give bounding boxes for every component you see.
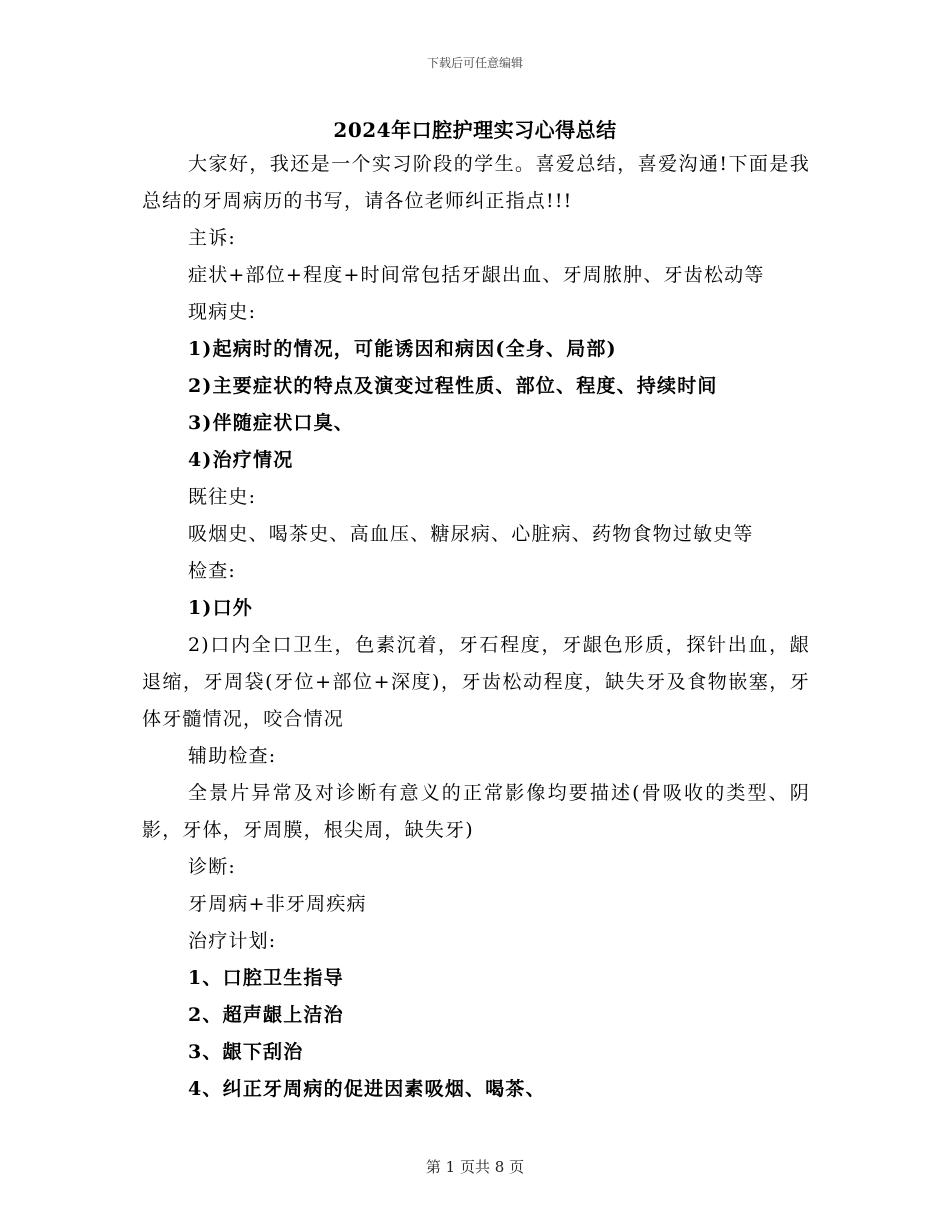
paragraph: 检查: [188, 560, 237, 582]
paragraph: 2)口内全口卫生，色素沉着，牙石程度，牙龈色形质，探针出血，龈退缩，牙周袋(牙位+部位+深度)，牙齿松动程度，缺失牙及食物嵌塞，牙体牙髓情况，咬合情况 [142, 634, 810, 730]
paragraph-bold: 1)起病时的情况，可能诱因和病因(全身、局部) [188, 338, 617, 360]
paragraph-bold: 4)治疗情况 [188, 449, 294, 471]
document-body [142, 146, 810, 1108]
paragraph-bold: 1)口外 [188, 597, 254, 619]
paragraph-bold: 3、龈下刮治 [188, 1041, 304, 1063]
paragraph-bold: 3)伴随症状口臭、 [188, 412, 355, 434]
paragraph-bold: 4、纠正牙周病的促进因素吸烟、喝茶、 [188, 1078, 546, 1100]
page-title: 2024年口腔护理实习心得总结 [333, 118, 617, 142]
paragraph: 诊断: [188, 856, 237, 878]
page-number: 第 1 页共 8 页 [425, 1158, 525, 1176]
paragraph: 主诉: [188, 227, 237, 249]
paragraph: 大家好，我还是一个实习阶段的学生。喜爱总结，喜爱沟通!下面是我总结的牙周病历的书写，请各位老师纠正指点!!! [142, 153, 810, 212]
paragraph: 治疗计划: [188, 930, 277, 952]
paragraph-bold: 2、超声龈上洁治 [188, 1004, 344, 1026]
paragraph: 全景片异常及对诊断有意义的正常影像均要描述(骨吸收的类型、阴影，牙体，牙周膜，根尖周，缺失牙) [142, 782, 810, 841]
paragraph: 症状+部位+程度+时间常包括牙龈出血、牙周脓肿、牙齿松动等 [188, 264, 765, 286]
paragraph: 吸烟史、喝茶史、高血压、糖尿病、心脏病、药物食物过敏史等 [188, 523, 754, 545]
paragraph: 既往史: [188, 486, 257, 508]
paragraph-bold: 1、口腔卫生指导 [188, 967, 344, 989]
page-header-note: 下载后可任意编辑 [426, 56, 523, 70]
paragraph: 辅助检查: [188, 745, 277, 767]
paragraph: 牙周病+非牙周疾病 [188, 893, 367, 915]
paragraph-bold: 2)主要症状的特点及演变过程性质、部位、程度、持续时间 [188, 375, 718, 397]
paragraph: 现病史: [188, 301, 257, 323]
